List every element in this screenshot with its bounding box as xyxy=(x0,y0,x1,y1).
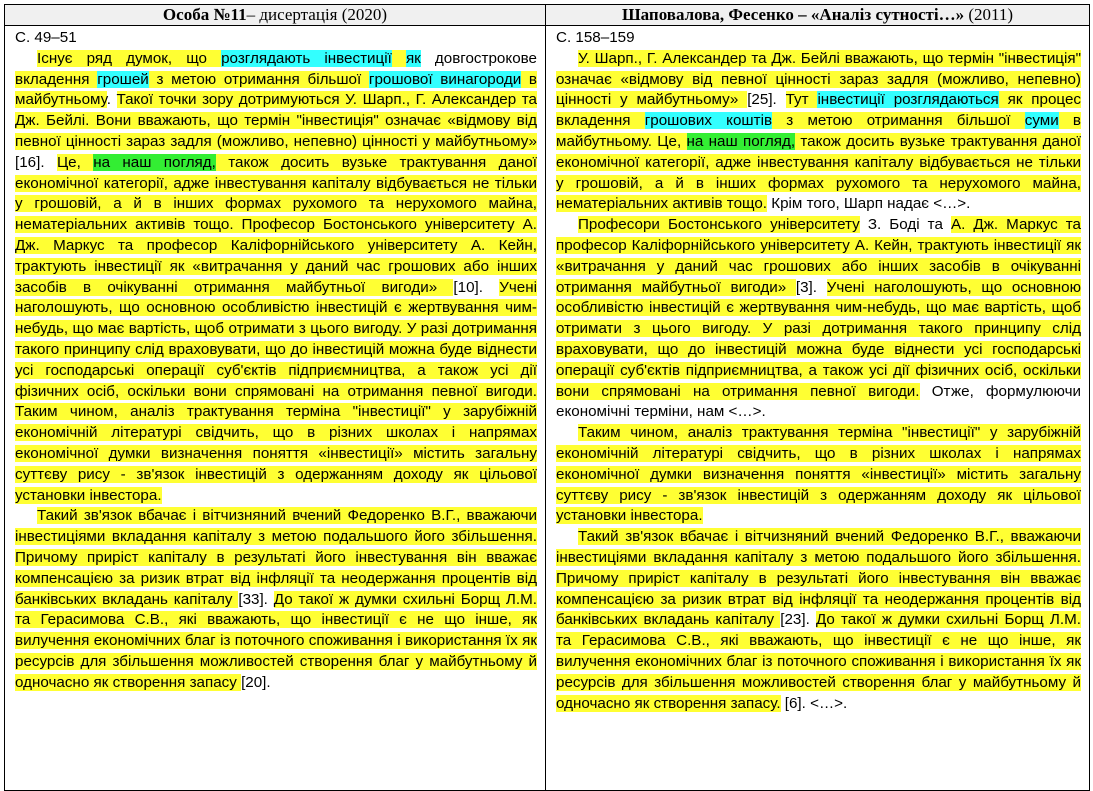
yellow-highlight: У. Шарп., Г. Александер та Дж. Бейлі вважають, що термін "інвестиція" означає «відмову від певної цінності зараз задля (можливо, непевно) цінності у майбутньому» xyxy=(556,49,1081,109)
content-row xyxy=(5,26,1090,791)
cyan-highlight: грошових коштів xyxy=(644,112,773,130)
right-header-author: Шаповалова, Фесенко – «Аналіз сутності…» xyxy=(621,5,965,24)
green-highlight: на наш погляд, xyxy=(93,153,216,171)
yellow-highlight: Професор Бостонського університету А. Дж. Маркус та професор Каліфорнійського університету А. Кейн, трактують інвестиції як «витрачання у даний час грошових або інших засобів в очікуванні отримання майбутньої вигоди» xyxy=(15,216,537,296)
left-column-header xyxy=(5,5,546,26)
cyan-highlight: інвестиції розглядаються xyxy=(817,91,999,109)
right-paragraph xyxy=(556,423,1081,527)
plain-text: [20]. xyxy=(241,673,271,691)
plain-text: З. Боді та xyxy=(859,216,951,234)
yellow-highlight xyxy=(392,50,406,67)
yellow-highlight: До такої ж думки схильні Борщ Л.М. та Герасимова С.В., які вважають, що інвестиції є не що інше, як вилучення економічних благ із поточного споживання і використання їх як ресурсів для збільшення можливостей створення благ у майбутньому й одночасно як створення запасу xyxy=(15,590,537,691)
yellow-highlight: Професори Бостонського університету xyxy=(578,216,860,234)
left-header-author: Особа №11 xyxy=(162,5,247,24)
green-highlight: на наш погляд, xyxy=(686,132,796,150)
plain-text: Отже, формулюючи економічні терміни, нам <…>. xyxy=(556,382,1081,421)
plain-text: [10]. xyxy=(453,278,500,296)
cyan-highlight: грошей xyxy=(97,70,149,88)
yellow-highlight: До такої ж думки схильні Борщ Л.М. та Герасимова С.В., які вважають, що інвестиції є не що інше, як вилучення економічних благ із поточного споживання і використання їх як ресурсів для збільшення можливостей створення благ у майбутньому й одночасно як створення запасу. xyxy=(556,611,1081,712)
right-paragraphs xyxy=(556,49,1081,715)
yellow-highlight: в майбутньому. xyxy=(556,112,1082,150)
right-paragraph xyxy=(556,49,1081,215)
yellow-highlight: Таким чином, аналіз трактування терміна "інвестиції" у зарубіжній економічній літературі свідчить, що в різних школах і напрямах економічної думки визначення поняття «інвестиції» містить загальну суттєву рису - зв'язок інвестицій з одержанням доходу як цільової установки інвестора. xyxy=(556,424,1081,525)
cyan-highlight: як xyxy=(405,49,421,67)
yellow-highlight: Існує ряд думок, що xyxy=(37,49,222,67)
right-column-header xyxy=(546,5,1090,26)
yellow-highlight: Такий зв'язок вбачає і вітчизняний вчений Федоренко В.Г., вважаючи інвестиціями вкладання капіталу з метою подальшого його збільшення. Причому приріст капіталу в результаті його інвестування він вважає компенсацією за ризик втрат від інфляції та неодержання процентів від банківських вкладань капіталу xyxy=(15,507,537,608)
left-paragraph xyxy=(15,49,537,507)
yellow-highlight: як процес xyxy=(998,91,1081,109)
yellow-highlight: в майбутньому xyxy=(15,70,538,109)
yellow-highlight: також досить вузьке трактування даної економічної категорії, адже інвестування капіталу відбувається не тільки у грошовій, а й в інших формах рухомого та нерухомого майна, нематеріальних активів тощо. xyxy=(15,153,538,234)
cyan-highlight: суми xyxy=(1024,112,1059,130)
plain-text: [6]. xyxy=(780,694,811,712)
plain-text: [33]. xyxy=(238,590,274,608)
plain-text: [3]. xyxy=(795,278,827,296)
yellow-highlight: з метою отримання більшої xyxy=(772,112,1025,130)
left-paragraph xyxy=(15,506,537,693)
yellow-highlight: Це, xyxy=(56,153,94,171)
right-page-range: С. 158–159 xyxy=(556,29,635,46)
yellow-highlight: Учені наголошують, що основною особливістю інвестицій є жертвування чим-небудь, що має вартість, щоб отримати з цього вигоду. У разі дотримання такого принципу слід враховувати, що до інвестицій можна буде віднести усі господарські операції суб'єктів підприємництва, а також усі дії фізичних осіб, оскільки вони спрямовані на отримання певної вигоди. xyxy=(556,278,1081,400)
left-paragraphs xyxy=(15,49,537,694)
yellow-highlight: А. Дж. Маркус та професор Каліфорнійського університету А. Кейн, трактують інвестиції як «витрачання у даний час грошових або інших засобів в очікуванні отримання майбутньої вигоди» xyxy=(556,216,1082,296)
yellow-highlight: Такої точки зору дотримуються У. Шарп., Г. Александер та Дж. Бейлі. Вони вважають, що термін "інвестиція" означає «відмову від певної цінності зараз задля (можливо, непевно) цінності у майбутньому» xyxy=(15,91,537,150)
plain-text: [16]. xyxy=(15,153,57,171)
yellow-highlight: також досить вузьке трактування даної економічної категорії, адже інвестування капіталу відбувається не тільки у грошовій, а й в інших формах рухомого та нерухомого майна, нематеріальних активів тощо. xyxy=(556,132,1081,213)
yellow-highlight: вкладення xyxy=(556,112,645,130)
plain-text: [25]. xyxy=(747,91,786,109)
header-row xyxy=(5,5,1090,26)
plain-text: . xyxy=(106,91,117,109)
cyan-highlight: розглядають інвестиції xyxy=(221,49,392,67)
plain-text: довгострокове xyxy=(420,49,537,67)
left-column-text xyxy=(5,26,546,791)
plain-text: <…>. xyxy=(810,694,848,712)
yellow-highlight: з метою отримання більшої xyxy=(148,70,369,88)
plain-text: [23]. xyxy=(780,611,816,629)
right-header-source: (2011) xyxy=(964,5,1014,24)
right-paragraph xyxy=(556,527,1081,714)
yellow-highlight: Такий зв'язок вбачає і вітчизняний вчений Федоренко В.Г., вважаючи інвестиціями вкладання капіталу з метою подальшого його збільшення. Причому приріст капіталу в результаті його інвестування він вважає компенсацією за ризик втрат від інфляції та неодержання процентів від банківських вкладань капіталу xyxy=(556,528,1081,629)
left-header-source: – дисертація (2020) xyxy=(246,5,388,24)
yellow-highlight: вкладення xyxy=(15,70,98,88)
right-paragraph xyxy=(556,215,1081,423)
yellow-highlight: Учені наголошують, що основною особливістю інвестицій є жертвування чим-небудь, що має вартість, щоб отримати з цього вигоду. У разі дотримання такого принципу слід враховувати, що до інвестицій можна буде віднести усі господарські операції суб'єктів підприємництва, а також усі дії фізичних осіб, оскільки вони спрямовані на отримання певної вигоди. xyxy=(15,278,538,400)
yellow-highlight: Це, xyxy=(657,132,687,150)
yellow-highlight: Тут xyxy=(785,91,818,109)
right-column-text xyxy=(546,26,1090,791)
comparison-table xyxy=(4,4,1090,791)
cyan-highlight: грошової винагороди xyxy=(368,70,522,88)
plain-text: Крім того, Шарп надає <…>. xyxy=(767,195,971,213)
yellow-highlight: Таким чином, аналіз трактування терміна "інвестиції" у зарубіжній економічній літературі свідчить, що в різних школах і напрямах економічної думки визначення поняття «інвестиції» містить загальну суттєву рису - зв'язок інвестицій з одержанням доходу як цільової установки інвестора. xyxy=(15,403,537,504)
left-page-range: С. 49–51 xyxy=(15,29,77,46)
